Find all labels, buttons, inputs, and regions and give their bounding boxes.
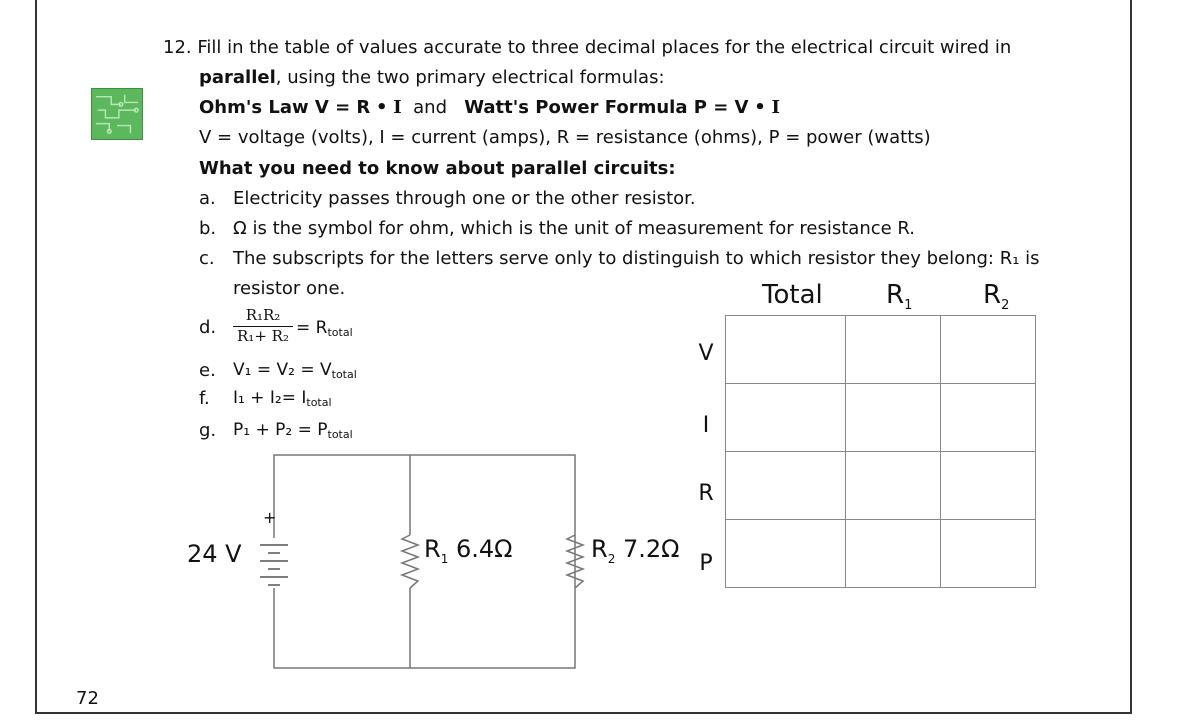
list-item-b: Ω is the symbol for ohm, which is the unit of measurement for resistance R.	[233, 218, 916, 239]
list-marker: d.	[199, 317, 217, 338]
subheading: What you need to know about parallel circuits:	[199, 158, 676, 179]
cell-p-r1[interactable]	[846, 520, 941, 588]
table-row	[726, 384, 1036, 452]
cell-p-total[interactable]	[726, 520, 846, 588]
battery-plus-sign: +	[263, 508, 277, 527]
page-number: 72	[76, 688, 99, 709]
row-label-v: V	[698, 341, 714, 366]
cell-v-r1[interactable]	[846, 316, 941, 384]
cell-p-r2[interactable]	[941, 520, 1036, 588]
cell-r-r1[interactable]	[846, 452, 941, 520]
formula-f: $I_1 + I_2= I_{total}$	[233, 388, 332, 409]
formula-d-rhs: = $R_{total}$	[296, 318, 353, 339]
formulas-line: Ohm's Law V = R • I and Watt's Power Formula P = V • I	[199, 97, 780, 118]
table-header-r2: $R_2$	[983, 280, 1010, 314]
definitions-line: V = voltage (volts), I = current (amps), R = resistance (ohms), P = power (watts)	[199, 127, 931, 148]
table-row	[726, 316, 1036, 384]
formula-g: $P_1 + P_2 = P_{total}$	[233, 420, 353, 441]
list-marker: a.	[199, 188, 216, 209]
fraction-denominator: R₁+ R₂	[237, 327, 289, 345]
fraction-formula	[233, 306, 293, 345]
list-marker: f.	[199, 388, 210, 409]
row-label-r: R	[698, 481, 714, 506]
table-row	[726, 452, 1036, 520]
fraction-numerator: R₁R₂	[233, 306, 293, 327]
battery-voltage-label: 24 V	[187, 540, 242, 568]
list-marker: e.	[199, 360, 216, 381]
table-header-total: Total	[762, 280, 823, 310]
parallel-circuit-diagram	[180, 450, 600, 680]
list-item-c-continued: resistor one.	[233, 278, 346, 299]
cell-v-r2[interactable]	[941, 316, 1036, 384]
question-line-2: parallel, using the two primary electrical formulas:	[199, 67, 665, 88]
list-marker: b.	[199, 218, 217, 239]
cell-v-total[interactable]	[726, 316, 846, 384]
list-marker: c.	[199, 248, 215, 269]
list-item-c: The subscripts for the letters serve only to distinguish to which resistor they belong: R₁ is	[233, 248, 1040, 269]
question-line-1: 12. Fill in the table of values accurate to three decimal places for the electrical circuit wired in	[163, 37, 1012, 58]
answer-table	[725, 315, 1036, 588]
table-header-r1: $R_1$	[886, 280, 913, 314]
cell-i-r1[interactable]	[846, 384, 941, 452]
battery-icon	[260, 545, 288, 585]
list-item-a: Electricity passes through one or the other resistor.	[233, 188, 696, 209]
formula-e: $V_1 = V_2 = V_{total}$	[233, 360, 357, 381]
row-label-i: I	[702, 413, 710, 438]
list-marker: g.	[199, 420, 217, 441]
cell-r-total[interactable]	[726, 452, 846, 520]
row-label-p: P	[699, 551, 713, 576]
cell-i-total[interactable]	[726, 384, 846, 452]
r1-label: $R_1$ 6.4Ω	[424, 535, 513, 566]
cell-i-r2[interactable]	[941, 384, 1036, 452]
r2-label: $R_2$ 7.2Ω	[591, 535, 680, 566]
cell-r-r2[interactable]	[941, 452, 1036, 520]
table-row	[726, 520, 1036, 588]
circuit-board-icon	[91, 88, 143, 140]
resistor-r1-icon	[402, 535, 418, 588]
